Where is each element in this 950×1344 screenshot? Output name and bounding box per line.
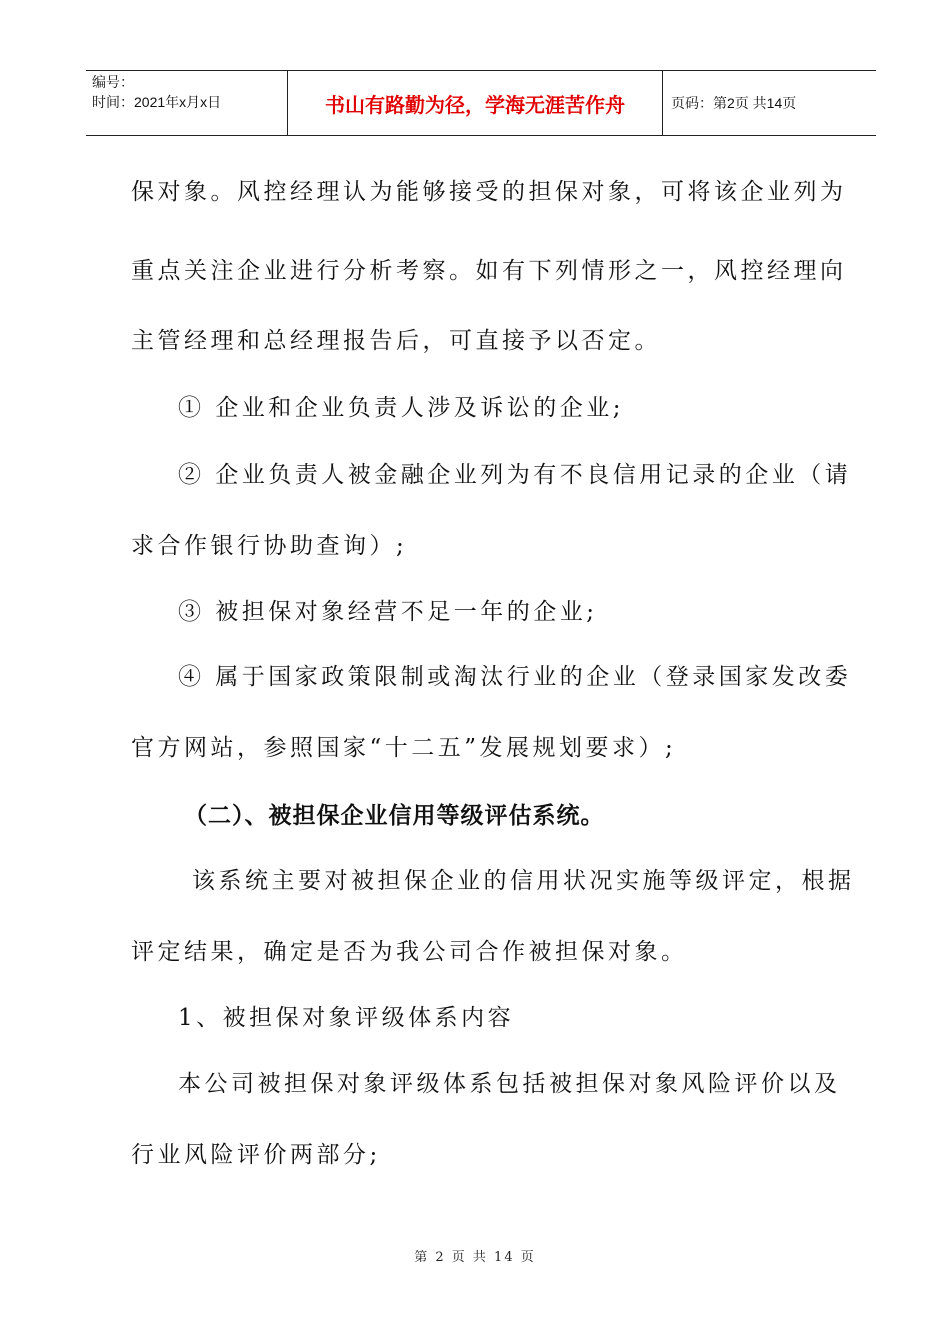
section-heading: （二）、被担保企业信用等级评估系统。 (184, 803, 605, 829)
body-line: 主管经理和总经理报告后，可直接予以否定。 (131, 328, 661, 354)
list-item: ④ 属于国家政策限制或淘汰行业的企业（登录国家发改委 (178, 664, 852, 690)
document-time-label: 时间：2021年x月x日 (92, 94, 222, 110)
header-meta (86, 71, 288, 135)
subsection-heading: 1、被担保对象评级体系内容 (178, 1005, 515, 1031)
header-page-info: 页码：第2页 共14页 (671, 95, 797, 111)
body-line: 保对象。风控经理认为能够接受的担保对象，可将该企业列为 (131, 179, 847, 205)
body-line: 行业风险评价两部分; (131, 1142, 381, 1168)
body-line: 官方网站，参照国家“十二五”发展规划要求）; (131, 735, 677, 761)
body-line: 重点关注企业进行分析考察。如有下列情形之一，风控经理向 (131, 258, 847, 284)
body-line: 评定结果，确定是否为我公司合作被担保对象。 (131, 939, 688, 965)
list-item: ① 企业和企业负责人涉及诉讼的企业; (178, 395, 625, 421)
list-item: ③ 被担保对象经营不足一年的企业; (178, 599, 598, 625)
document-header (86, 70, 876, 136)
body-line: 本公司被担保对象评级体系包括被担保对象风险评价以及 (178, 1071, 841, 1097)
list-item: ② 企业负责人被金融企业列为有不良信用记录的企业（请 (178, 462, 852, 488)
document-number-label: 编号： (92, 74, 134, 90)
body-line: 求合作银行协助查询）; (131, 533, 408, 559)
page-footer: 第 2 页 共 14 页 (414, 1250, 536, 1265)
body-line: 该系统主要对被担保企业的信用状况实施等级评定，根据 (192, 868, 855, 894)
header-motto: 书山有路勤为径，学海无涯苦作舟 (288, 71, 663, 135)
